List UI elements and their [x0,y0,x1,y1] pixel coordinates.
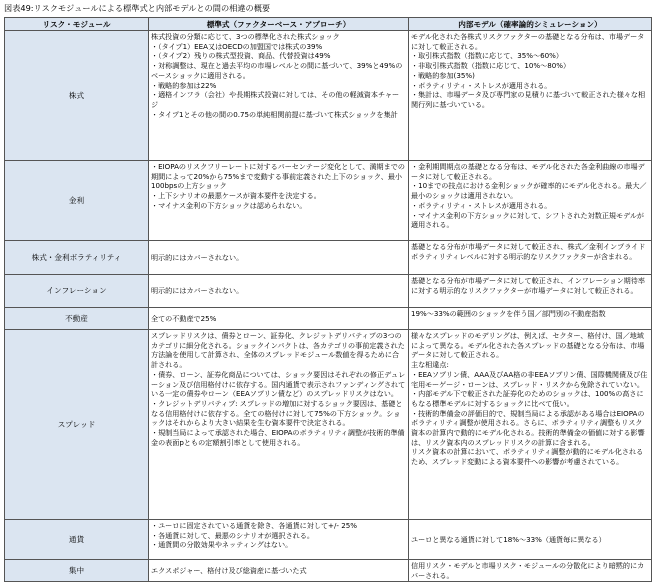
standard-cell [149,241,409,275]
internal-cell [409,31,652,161]
cell-text: 様々なスプレッドのモデリングは、例えば、セクター、格付け、国／地域によって異なる。モデル化された各スプレッドの基礎となる分布は、市場データに対して較正される。 [411,331,645,360]
risk-label: 金利 [5,161,149,241]
table-row [5,241,652,275]
cell-text: ユーロと異なる通貨に対して18%〜33%（通貨毎に異なる） [411,534,606,544]
comparison-table [4,17,652,582]
standard-cell [149,330,409,520]
standard-cell [149,161,409,241]
cell-text: ・適格インフラ（会社）や長期株式投資に対しては、その他の軽減資本チャージ [151,90,400,109]
cell-text: ・金利期間期点の基礎となる分布は、モデル化された各金利曲線の市場データに対して較正される。 [411,162,645,181]
cell-text: ・技術的準備金の評価目的で、規制当局による承認がある場合はEIOPAのボラティリティ調整が使用される。さらに、ボラティリティ調整もリスク資本の計算内で動的にモデル化される。技術的準備金の価値に対する影響は、リスク資本内のスプレッドリスクの計算に含まれる。 [411,408,645,447]
risk-label: 不動産 [5,308,149,330]
cell-text: ・タイプ1とその他の間の0.75の単純相関前提に基づいて株式ショックを集計 [151,109,398,119]
cell-text: ・EEAソブリン債、AAA及びAA格の非EEAソブリン債、国際機関債及び住宅用モーゲージ・ローンは、スプレッド・リスクから免除されていない。 [411,369,648,389]
internal-cell [409,161,652,241]
cell-text: ・ボラティリティ・ストレスが適用される。 [411,200,552,210]
cell-text: 主な相違点: [411,360,449,370]
table-row [5,330,652,520]
cell-text: 全ての不動産で25% [151,313,217,323]
cell-text: ・各通貨に対して、最悪のシナリオが選択される。 [151,530,314,540]
standard-cell [149,275,409,308]
cell-text: ・ユーロに固定されている通貨を除き、各通貨に対して+/- 25% [151,521,357,530]
header-internal-model: 内部モデル（確率論的シミュレーション） [409,18,652,31]
cell-text: ・内部モデル下で較正された証券化のためのショックは、100%の高さにもなる標準モデルに対するショックに比べて低い。 [411,389,644,408]
cell-text: ・通貨間の分散効果やネッティングはない。 [151,540,293,550]
cell-text: ・取引株式指数（指数に応じて、35%〜60%） [411,51,563,61]
cell-text: 明示的にはカバーされない。 [151,286,244,296]
internal-cell [409,520,652,560]
cell-text: ・戦略的参加は22% [151,80,217,90]
cell-text: ・EIOPAのリスクフリーレートに対するパーセンテージ変化として、満期までの期間によって20%から75%まで変動する事前定義された上下のショック、最小100bpsの上方ショック [151,162,405,191]
risk-label: 通貨 [5,520,149,560]
standard-cell [149,560,409,582]
cell-text: ・（タイプ2）残りの株式型投資、商品、代替投資は49% [151,51,331,61]
table-row [5,275,652,308]
cell-text: ・対称調整は、現在と過去平均の市場レベルとの間に基づいて、39%と49%のベースショックに適用される。 [151,61,403,80]
cell-text: エクスポジャー、格付け及び総資産に基づいた式 [151,565,307,575]
cell-text: 基礎となる分布が市場データに対して較正され、株式／金利インプライドボラティリティレベルに対する明示的なリスクファクターが含まれる。 [411,242,646,261]
internal-cell [409,330,652,520]
cell-text: 明示的にはカバーされない。 [151,252,244,262]
cell-text: ・クレジットデリバティブ: スプレッドの増加に対するショック要因は、基礎となる信用格付けに依存する。全ての格付けに対して75%の下方ショック。ショックはそれからより大きい結果を生む資本要件で決定される。 [151,398,403,428]
cell-text: 株式投資の分類に応じて、3つの標準化された株式ショック [151,32,340,41]
risk-label: インフレーション [5,275,149,308]
header-standard-formula: 標準式（ファクターベース・アプローチ） [149,18,409,31]
risk-label: 株式 [5,31,149,161]
standard-cell [149,520,409,560]
figure-title: 図表49:リスクモジュールによる標準式と内部モデルとの間の相違の概要 [4,3,271,13]
cell-text: 19%〜33%の範囲のショックを伴う国／部門別の不動産指数 [411,309,606,318]
internal-cell [409,275,652,308]
cell-text: リスク資本の計算において、ボラティリティ調整が動的にモデル化されるため、スプレッド変動による資本要件への影響が考慮されている。 [411,447,644,467]
cell-text: モデル化された各株式リスクファクターの基礎となる分布は、市場データに対して較正される。 [411,32,645,51]
cell-text: ・規制当局によって承認された場合、EIOPAのボラティリティ調整が技術的準備金の表面pともの定額割引率として使用される。 [151,428,405,447]
cell-text: ・（タイプ1）EEA又はOECDの加盟国では株式の39% [151,41,323,51]
standard-cell [149,308,409,330]
cell-text: ・ボラティリティ・ストレスが適用される。 [411,80,552,90]
cell-text: ・10までの技点における金利ショックが確率的にモデル化される。最大／最小のショックは適用されない。 [411,181,647,201]
internal-cell [409,560,652,582]
table-row [5,560,652,582]
cell-text: 基礎となる分布が市場データに対して較正され、インフレーション期待率に対する明示的なリスクファクターが市場データに対して較正される。 [411,276,645,295]
cell-text: スプレッドリスクは、債券とローン、証券化、クレジットデリバティブの3つのカテゴリに細分化される。ショックインパクトは、各カテゴリの事前定義された方法論を使用して計算され、全体のスプレッドモジュール数値を得るために合計される。 [151,331,405,370]
cell-text: ・戦略的参加(35%) [411,70,475,80]
risk-label: 株式・金利ボラティリティ [5,241,149,275]
table-row [5,308,652,330]
risk-label: スプレッド [5,330,149,520]
internal-cell [409,308,652,330]
cell-text: ・マイナス金利の下方ショックは認められない。 [151,200,307,210]
header-row [5,18,652,31]
standard-cell [149,31,409,161]
internal-cell [409,241,652,275]
table-row [5,520,652,560]
cell-text: ・上下シナリオの最悪ケースが資本要件を決定する。 [151,191,321,201]
header-risk-module: リスク・モジュール [5,18,149,31]
cell-text: 信用リスク・モデルと市場リスク・モジュールの分散化により暗黙的にカバーされる。 [411,561,645,580]
cell-text: ・集計は、市場データ及び専門家の見積りに基づいて較正された様々な相関行列に基づいている。 [411,90,646,109]
table-row [5,161,652,241]
cell-text: ・マイナス金利の下方ショックに対して、シフトされた対数正規モデルが適用される。 [411,210,645,230]
cell-text: ・債券、ローン、証券化商品については、ショック要因はそれぞれの修正デュレーション及び信用格付けに依存する。国内通貨で表示されファンディングされている一定の債券やローン（EEAソブリン債など）のスプレッドリスクはない。 [151,369,406,399]
table-row [5,31,652,161]
cell-text: ・非取引株式指数（指数に応じて、10%〜80%） [411,61,571,71]
risk-label: 集中 [5,560,149,582]
